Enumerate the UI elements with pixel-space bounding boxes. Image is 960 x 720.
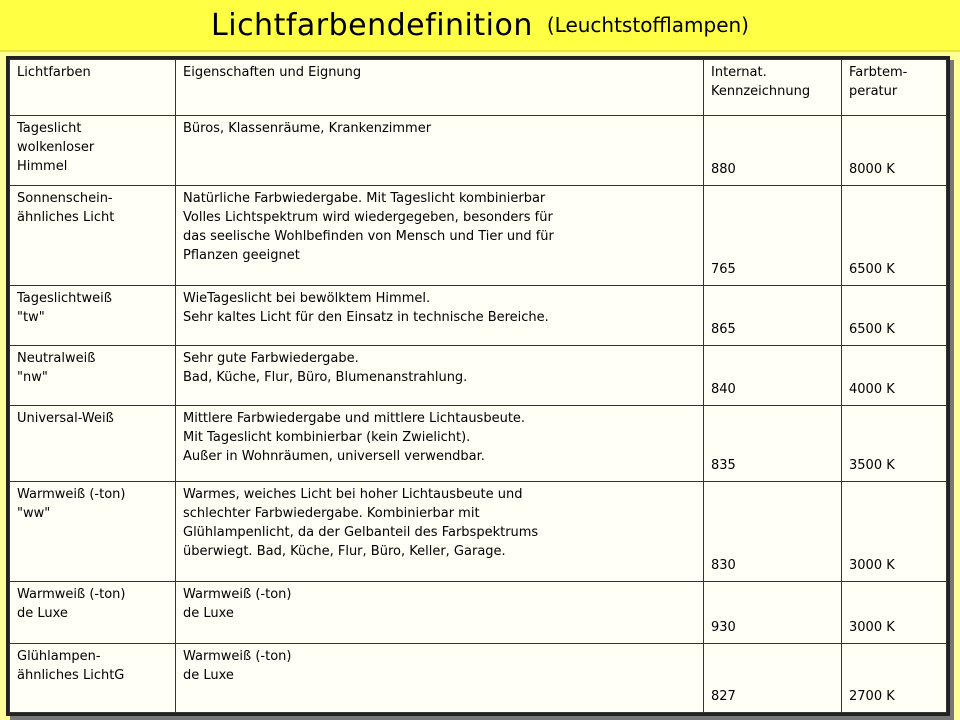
cell-light-color: Glühlampen- ähnliches LichtG — [10, 644, 176, 713]
cell-light-color: Sonnenschein- ähnliches Licht — [10, 186, 176, 286]
header-light-colors: Lichtfarben — [10, 60, 176, 116]
header-properties: Eigenschaften und Eignung — [176, 60, 704, 116]
page-title: Lichtfarbendefinition — [211, 7, 533, 43]
table-row — [10, 406, 947, 482]
table-row — [10, 482, 947, 582]
table-row — [10, 116, 947, 186]
cell-light-color: Warmweiß (-ton) de Luxe — [10, 582, 176, 644]
cell-code: 835 — [704, 406, 842, 482]
cell-temperature: 8000 K — [842, 116, 947, 186]
cell-properties: Warmes, weiches Licht bei hoher Lichtausbeute und schlechter Farbwiedergabe. Kombinierbar mit Glühlampenlicht, da der Gelbanteil des Farbspektrums überwiegt. Bad, Küche, Flur, Büro, Keller, Garage. — [176, 482, 704, 582]
header-intl-code: Internat. Kennzeichnung — [704, 60, 842, 116]
table-row — [10, 582, 947, 644]
table-row — [10, 644, 947, 713]
cell-properties: Natürliche Farbwiedergabe. Mit Tageslicht kombinierbar Volles Lichtspektrum wird wiedergegeben, besonders für das seelische Wohlbefinden von Mensch und Tier und für Pflanzen geeignet — [176, 186, 704, 286]
cell-light-color: Tageslichtweiß "tw" — [10, 286, 176, 346]
cell-temperature: 3500 K — [842, 406, 947, 482]
cell-code: 930 — [704, 582, 842, 644]
cell-temperature: 6500 K — [842, 286, 947, 346]
cell-properties: Sehr gute Farbwiedergabe. Bad, Küche, Flur, Büro, Blumenanstrahlung. — [176, 346, 704, 406]
cell-temperature: 4000 K — [842, 346, 947, 406]
cell-properties: WieTageslicht bei bewölktem Himmel. Sehr kaltes Licht für den Einsatz in technische Bereiche. — [176, 286, 704, 346]
header-color-temperature: Farbtem- peratur — [842, 60, 947, 116]
cell-temperature: 2700 K — [842, 644, 947, 713]
cell-properties: Warmweiß (-ton) de Luxe — [176, 644, 704, 713]
cell-properties: Mittlere Farbwiedergabe und mittlere Lichtausbeute. Mit Tageslicht kombinierbar (kein Zwielicht). Außer in Wohnräumen, universell verwendbar. — [176, 406, 704, 482]
table-header-row — [10, 60, 947, 116]
table-row — [10, 346, 947, 406]
cell-code: 765 — [704, 186, 842, 286]
cell-properties: Büros, Klassenräume, Krankenzimmer — [176, 116, 704, 186]
page-subtitle: (Leuchtstofflampen) — [546, 13, 749, 37]
cell-code: 880 — [704, 116, 842, 186]
cell-light-color: Tageslicht wolkenloser Himmel — [10, 116, 176, 186]
cell-temperature: 6500 K — [842, 186, 947, 286]
cell-temperature: 3000 K — [842, 482, 947, 582]
table-row — [10, 286, 947, 346]
cell-code: 865 — [704, 286, 842, 346]
cell-properties: Warmweiß (-ton) de Luxe — [176, 582, 704, 644]
cell-code: 830 — [704, 482, 842, 582]
table-row — [10, 186, 947, 286]
cell-code: 827 — [704, 644, 842, 713]
cell-code: 840 — [704, 346, 842, 406]
cell-light-color: Universal-Weiß — [10, 406, 176, 482]
cell-light-color: Neutralweiß "nw" — [10, 346, 176, 406]
cell-light-color: Warmweiß (-ton) "ww" — [10, 482, 176, 582]
cell-temperature: 3000 K — [842, 582, 947, 644]
title-bar — [0, 0, 960, 50]
color-definition-table — [6, 56, 950, 716]
